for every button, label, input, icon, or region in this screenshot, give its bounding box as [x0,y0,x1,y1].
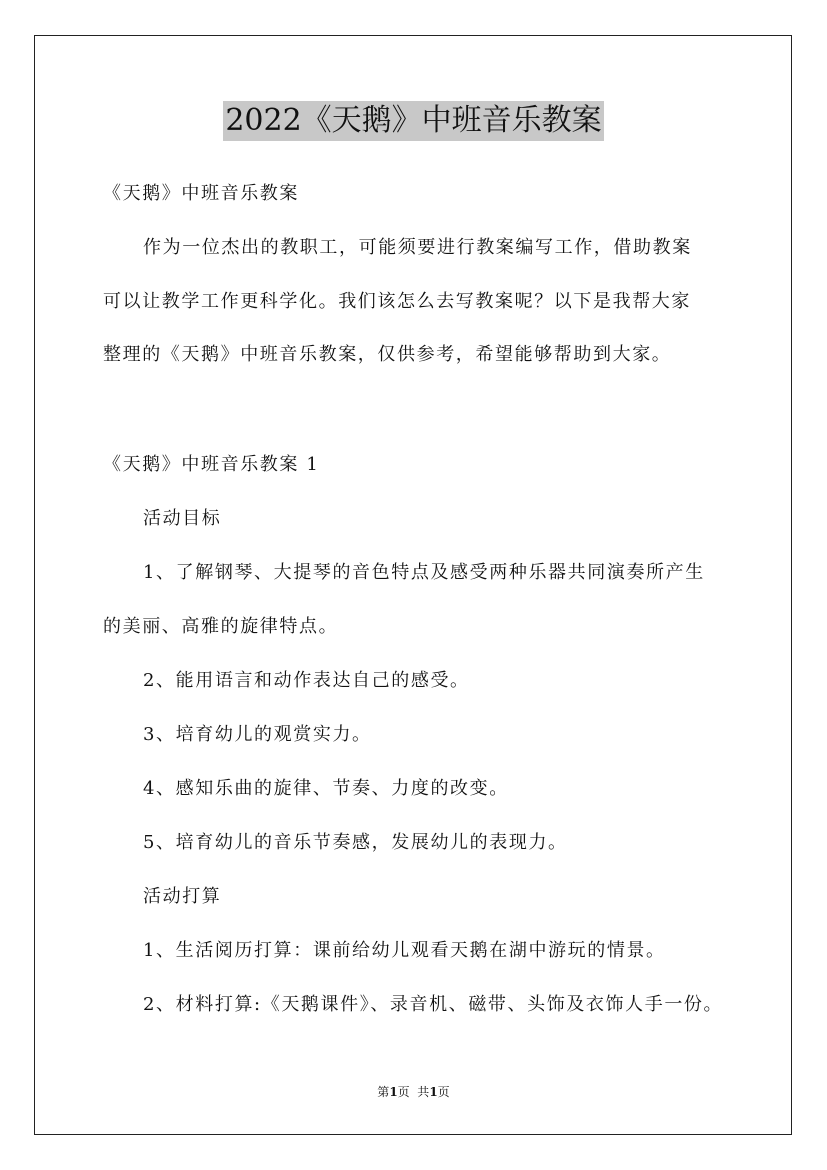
document-title: 2022《天鹅》中班音乐教案 [223,101,603,141]
section-heading: 《天鹅》中班音乐教案 1 [103,454,320,475]
footer-page-current: 1 [389,1085,398,1099]
title-wrap [0,101,827,141]
footer-page-prefix: 第 [377,1085,390,1099]
prep-item-2: 2、材料打算:《天鹅课件》、录音机、磁带、头饰及衣饰人手一份。 [143,994,724,1015]
footer-page-total: 1 [429,1085,438,1099]
footer-page-suffix: 页 [437,1085,450,1099]
goal-item-2: 2、能用语言和动作表达自己的感受。 [143,670,470,691]
page-footer [0,1084,827,1100]
subtitle: 《天鹅》中班音乐教案 [103,183,299,204]
footer-page-mid: 页 共 [397,1085,430,1099]
goal-item-5: 5、培育幼儿的音乐节奏感，发展幼儿的表现力。 [143,832,568,853]
intro-line-1: 作为一位杰出的教职工，可能须要进行教案编写工作，借助教案 [143,237,692,258]
prep-item-1: 1、生活阅历打算：课前给幼儿观看天鹅在湖中游玩的情景。 [143,940,666,961]
goal-item-1-cont: 的美丽、高雅的旋律特点。 [103,616,339,637]
goals-heading: 活动目标 [143,508,222,529]
intro-line-3: 整理的《天鹅》中班音乐教案，仅供参考，希望能够帮助到大家。 [103,344,672,365]
goal-item-3: 3、培育幼儿的观赏实力。 [143,724,372,745]
goal-item-4: 4、感知乐曲的旋律、节奏、力度的改变。 [143,778,509,799]
intro-line-2: 可以让教学工作更科学化。我们该怎么去写教案呢？以下是我帮大家 [103,291,691,312]
goal-item-1: 1、了解钢琴、大提琴的音色特点及感受两种乐器共同演奏所产生 [143,562,705,583]
prep-heading: 活动打算 [143,886,222,907]
